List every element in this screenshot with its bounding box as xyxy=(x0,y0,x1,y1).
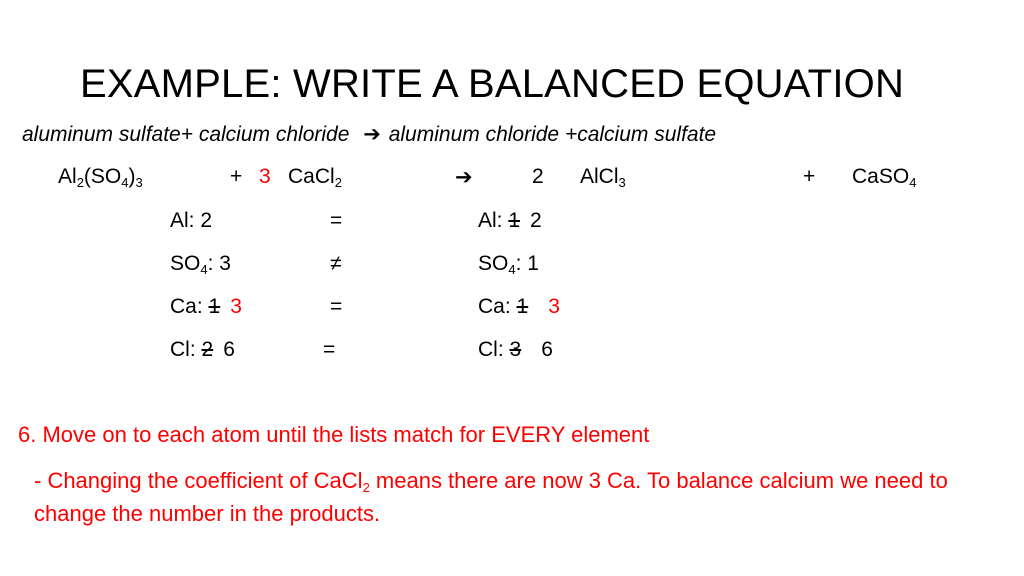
right-tally-cl: Cl: 3 6 xyxy=(478,338,553,361)
reactant-cacl2: CaCl$_2$ xyxy=(288,165,342,190)
left-tally-so4: $SO_4$: 3 xyxy=(170,252,231,277)
word-products: aluminum chloride +calcium sulfate xyxy=(388,123,717,146)
word-reactants: aluminum sulfate+ calcium chloride xyxy=(22,123,350,146)
right-tally-al: Al: 1 2 xyxy=(478,209,542,232)
coefficient-cacl2: 3 xyxy=(259,165,271,188)
right-tally-so4: $SO_4$: 1 xyxy=(478,252,539,277)
product-alcl3: AlCl$_3$ xyxy=(580,165,626,190)
compare-sign-so4: ≠ xyxy=(330,252,342,275)
plus-sign: + xyxy=(803,165,816,188)
left-tally-al: Al: 2 xyxy=(170,209,213,232)
product-caso4: CaSO$_4$ xyxy=(852,165,917,190)
compare-sign-ca: = xyxy=(330,295,343,318)
arrow-right-icon: ➔ xyxy=(363,123,381,146)
explanation-note: - Changing the coefficient of CaCl$_2$ means there are now 3 Ca. To balance calcium we need to change the number in the products. xyxy=(34,468,948,526)
compare-sign-cl: = xyxy=(323,338,336,361)
left-tally-cl: Cl: 2 6 xyxy=(170,338,235,361)
step-instruction: 6. Move on to each atom until the lists match for EVERY element xyxy=(18,422,650,447)
right-tally-ca: Ca: 1 3 xyxy=(478,295,560,318)
reactant-al2so43: $Al_2(SO_4)_3$ xyxy=(58,165,143,190)
slide-title: EXAMPLE: WRITE A BALANCED EQUATION xyxy=(80,62,905,106)
compare-sign-al: = xyxy=(330,209,343,232)
left-tally-ca: Ca: 1 3 xyxy=(170,295,242,318)
coefficient-alcl3: 2 xyxy=(532,165,544,188)
plus-sign: + xyxy=(230,165,243,188)
yields-arrow-icon: ➔ xyxy=(455,166,473,189)
word-equation xyxy=(22,122,716,147)
